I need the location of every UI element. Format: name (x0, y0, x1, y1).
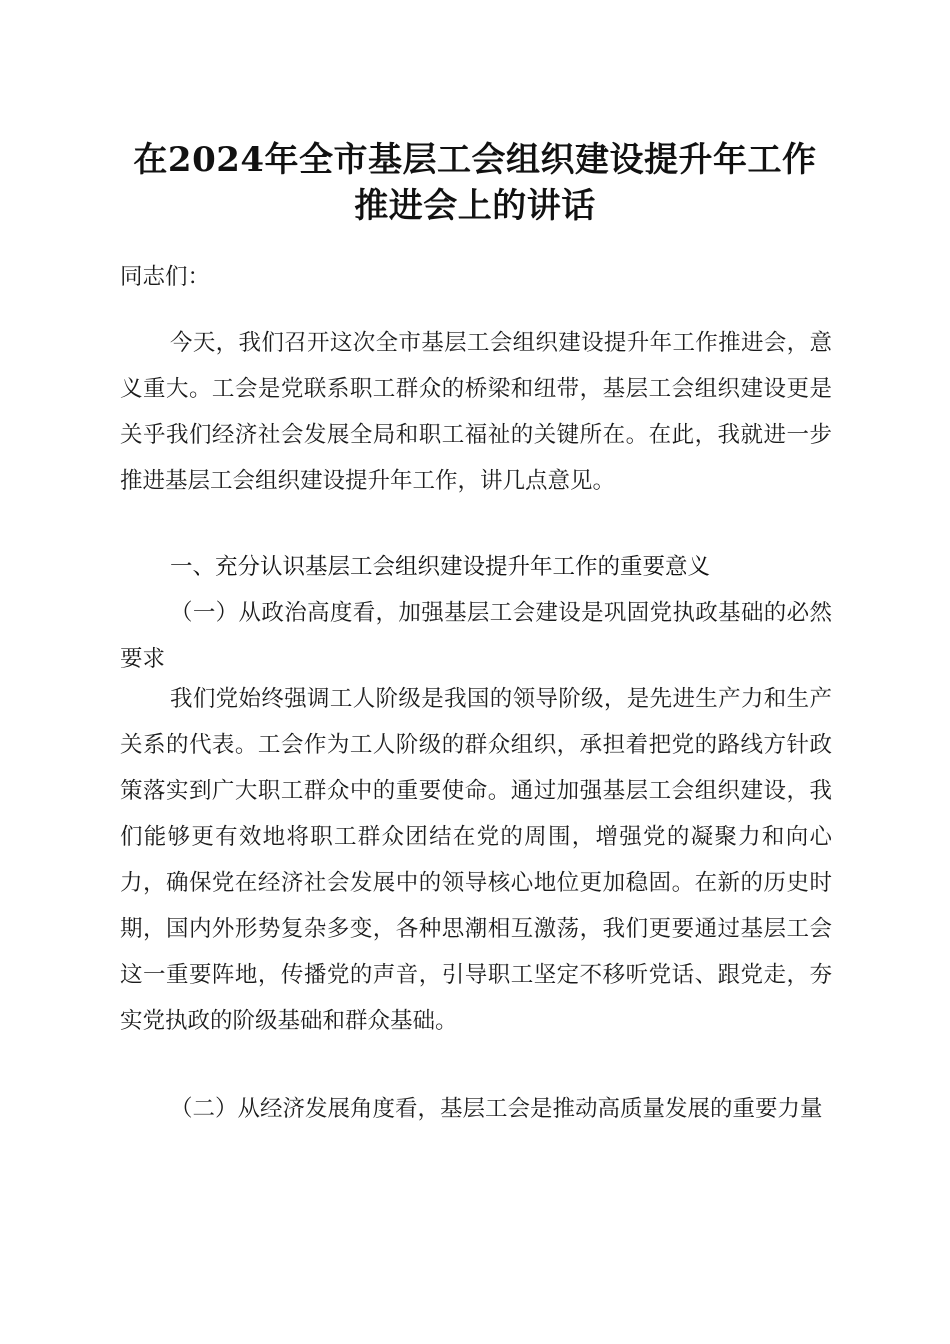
document-title-line-1: 在2024年全市基层工会组织建设提升年工作 (133, 140, 817, 180)
subsection-1-paragraph: 我们党始终强调工人阶级是我国的领导阶级，是先进生产力和生产关系的代表。工会作为工人阶级的群众组织，承担着把党的路线方针政策落实到广大职工群众中的重要使命。通过加强基层工会组织建设，我们能够更有效地将职工群众团结在党的周围，增强党的凝聚力和向心力，确保党在经济社会发展中的领导核心地位更加稳固。在新的历史时期，国内外形势复杂多变，各种思潮相互激荡，我们更要通过基层工会这一重要阵地，传播党的声音，引导职工坚定不移听党话、跟党走，夯实党执政的阶级基础和群众基础。 (120, 686, 832, 1034)
intro-paragraph: 今天，我们召开这次全市基层工会组织建设提升年工作推进会，意义重大。工会是党联系职工群众的桥梁和纽带，基层工会组织建设更是关乎我们经济社会发展全局和职工福祉的关键所在。在此，我就进一步推进基层工会组织建设提升年工作，讲几点意见。 (120, 330, 832, 494)
salutation: 同志们： (120, 264, 211, 290)
document-title-line-2: 推进会上的讲话 (354, 186, 596, 226)
subsection-1-heading: （一）从政治高度看，加强基层工会建设是巩固党执政基础的必然要求 (120, 600, 832, 672)
subsection-2-heading: （二）从经济发展角度看，基层工会是推动高质量发展的重要力量 (170, 1096, 823, 1122)
section-1-heading: 一、充分认识基层工会组织建设提升年工作的重要意义 (170, 554, 711, 580)
